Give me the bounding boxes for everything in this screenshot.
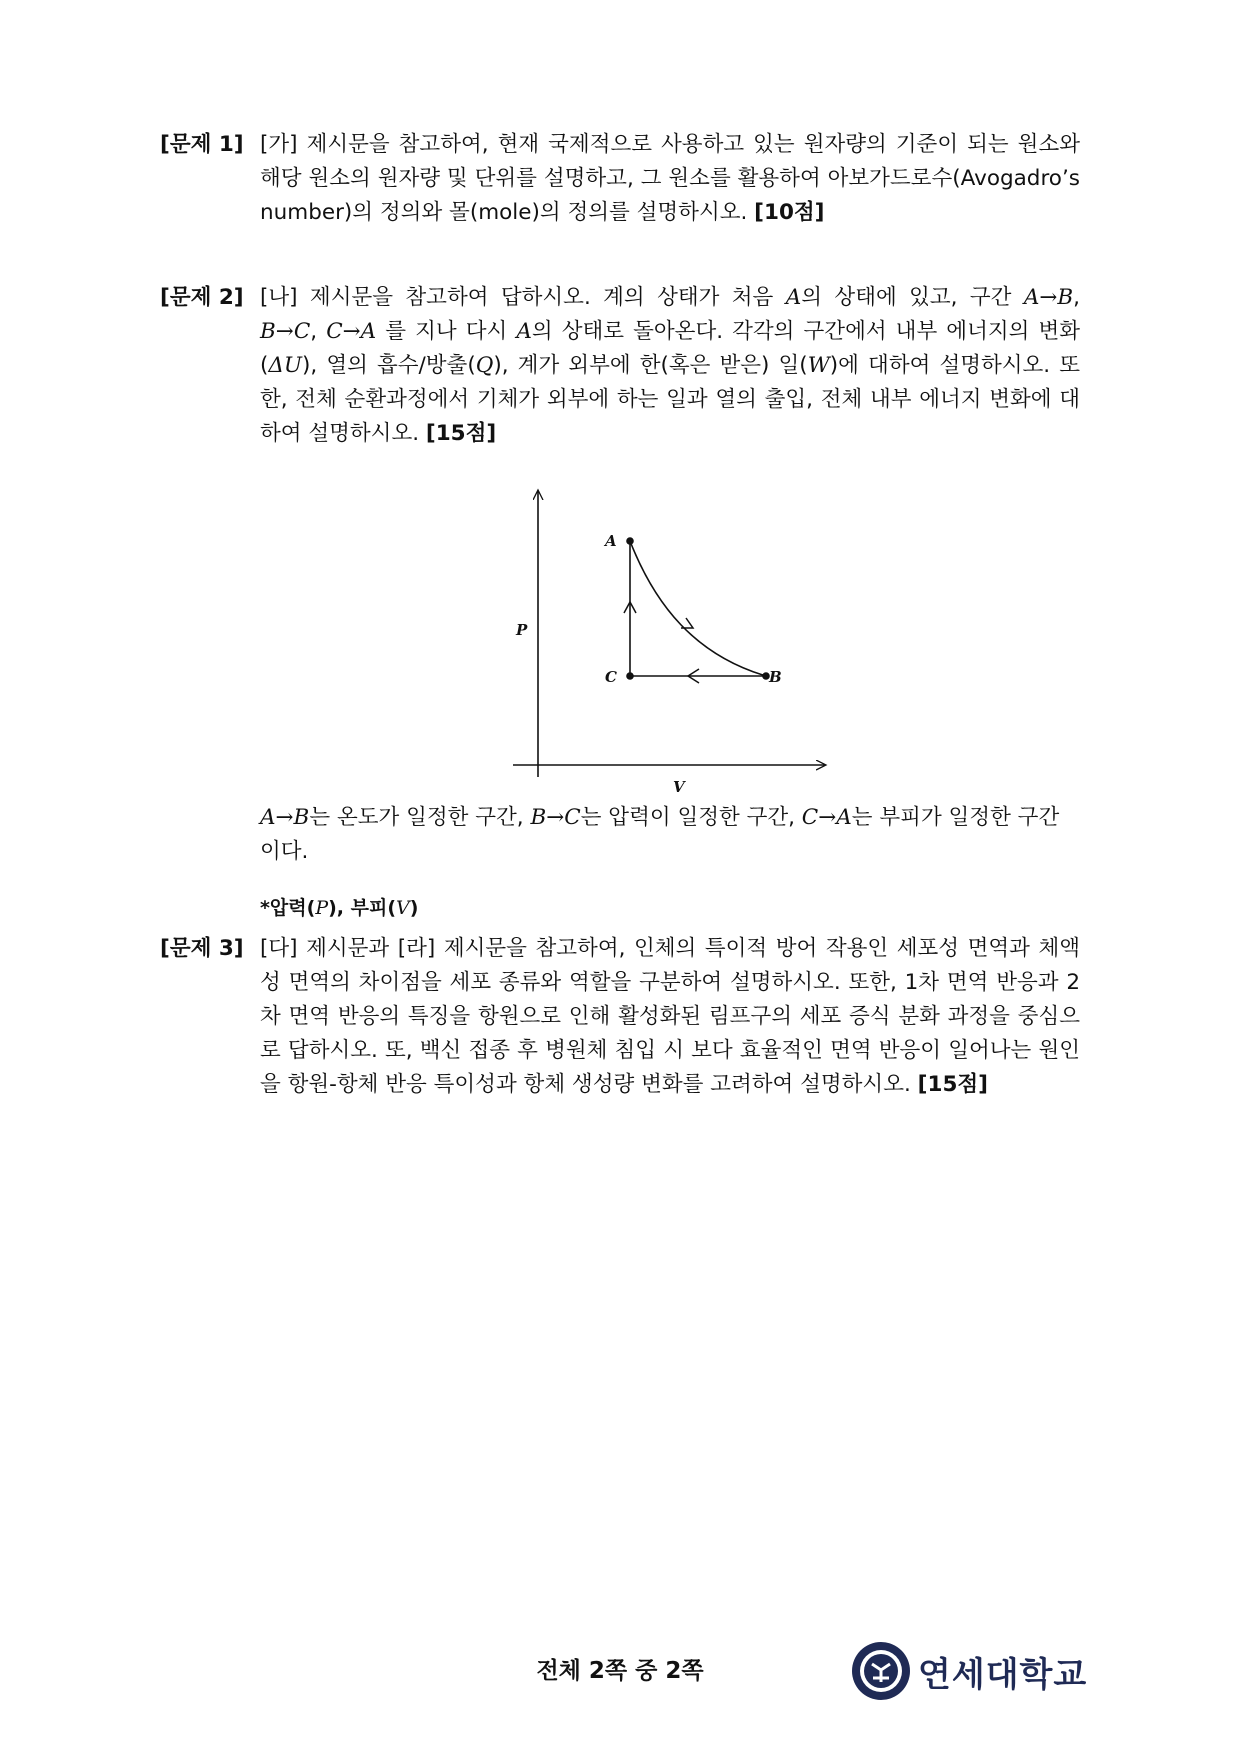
- problem-3: [160, 932, 1080, 1102]
- y-axis-label: P: [516, 621, 528, 639]
- text-segment: ): [409, 897, 419, 919]
- math-v: V: [396, 897, 410, 919]
- text-segment: ), 부피(: [328, 897, 397, 919]
- math-interval-ca: C→A: [801, 805, 852, 830]
- problem-label: [문제 3]: [160, 936, 244, 961]
- problem-score: [15점]: [917, 1072, 988, 1097]
- math-interval-ab: A→B: [1023, 285, 1074, 310]
- problem-label: [문제 2]: [160, 285, 244, 310]
- text-segment: 의 상태로 돌아온다. 각각의 구간에서 내부 에너지의 변화(: [260, 319, 1081, 378]
- text-segment: ), 열의 흡수/방출(: [302, 353, 476, 378]
- text-segment: ), 계가 외부에 한(혹은 받은) 일(: [493, 353, 808, 378]
- label-b: B: [769, 668, 782, 686]
- problem-text: [260, 128, 1080, 230]
- problem-body: [가] 제시문을 참고하여, 현재 국제적으로 사용하고 있는 원자량의 기준이 되는 원소와 해당 원소의 원자량 및 단위를 설명하고, 그 원소를 활용하여 아보가드로수(Avogadro’s number)의 정의와 몰(mole)의 정의를 설명하시오.: [260, 132, 1080, 225]
- text-segment: ,: [1073, 285, 1080, 310]
- math-interval-bc: B→C: [530, 805, 581, 830]
- text-segment: 의 상태에 있고, 구간: [801, 285, 1024, 310]
- university-name: 연세대학교: [918, 1654, 1088, 1695]
- label-c: C: [605, 668, 617, 686]
- university-emblem-icon: [850, 1640, 912, 1702]
- page-number: 전체 2쪽 중 2쪽: [536, 1658, 704, 1684]
- path-a-to-b: [630, 541, 766, 676]
- pv-diagram: [505, 485, 835, 800]
- text-segment: *압력(: [260, 897, 316, 919]
- problem-text: [260, 281, 1080, 451]
- math-interval-ab: A→B: [260, 805, 310, 830]
- problem-body: [다] 제시문과 [라] 제시문을 참고하여, 인체의 특이적 방어 작용인 세포성 면역과 체액성 면역의 차이점을 세포 종류와 역할을 구분하여 설명하시오. 또한, 1차 면역 반응과 2차 면역 반응의 특징을 항원으로 인해 활성화된 림프구의 세포 증식 분화 과정을 중심으로 답하시오. 또, 백신 접종 후 병원체 침입 시 보다 효율적인 면역 반응이 일어나는 원인을 항원-항체 반응 특이성과 항체 생성량 변화를 고려하여 설명하시오.: [260, 936, 1080, 1097]
- point-a: [626, 537, 634, 545]
- text-segment: 는 온도가 일정한 구간,: [309, 805, 531, 830]
- text-segment: 는 압력이 일정한 구간,: [580, 805, 802, 830]
- text-segment: [나] 제시문을 참고하여 답하시오. 계의 상태가 처음: [260, 285, 786, 310]
- math-interval-bc: B→C: [260, 319, 311, 344]
- problem-1: [160, 128, 1080, 230]
- math-interval-ca: C→A: [326, 319, 377, 344]
- problem-label: [문제 1]: [160, 132, 244, 157]
- text-segment: ,: [310, 319, 327, 344]
- math-state-a: A: [785, 285, 802, 310]
- symbol-note: [260, 893, 418, 920]
- text-segment: 를 지나 다시: [376, 319, 517, 344]
- point-c: [626, 672, 634, 680]
- problem-score: [10점]: [754, 200, 825, 225]
- math-delta-u: ΔU: [268, 353, 303, 378]
- math-p: P: [315, 897, 329, 919]
- text-segment: 는 부피가 일정한 구간이다.: [260, 805, 1060, 864]
- x-axis-label: V: [673, 778, 685, 796]
- math-w: W: [807, 353, 830, 378]
- text-segment: )에 대하여 설명하시오. 또한, 전체 순환과정에서 기체가 외부에 하는 일과 열의 출입, 전체 내부 에너지 변화에 대하여 설명하시오.: [260, 353, 1080, 446]
- problem-text: [260, 932, 1080, 1102]
- math-q: Q: [475, 353, 494, 378]
- math-state-a: A: [516, 319, 532, 344]
- problem-score: [15점]: [425, 421, 497, 446]
- university-logo: [850, 1640, 1087, 1702]
- problem-2: [160, 281, 1080, 451]
- diagram-caption: [260, 801, 1060, 869]
- label-a: A: [605, 532, 617, 550]
